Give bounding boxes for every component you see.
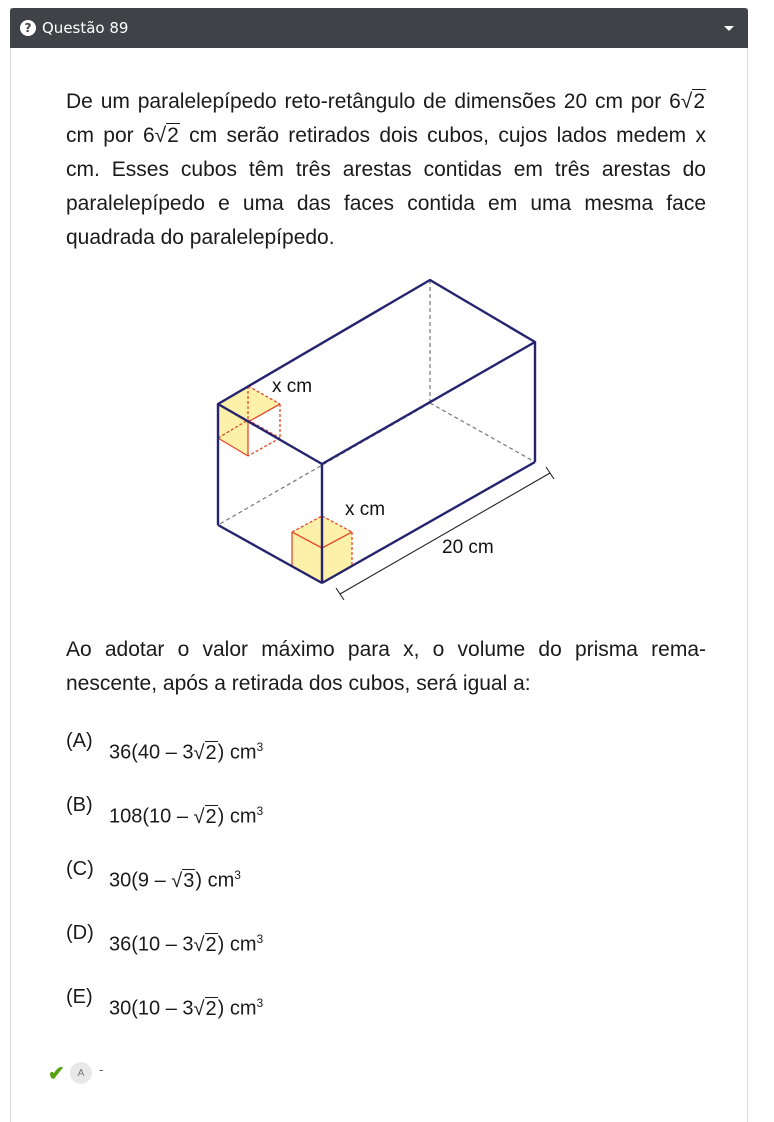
question-statement (66, 85, 706, 255)
option-letter: (D) (66, 922, 94, 944)
option-letter: (C) (66, 858, 94, 880)
option-letter: (E) (66, 986, 93, 1008)
option-expression: 30(10 – 3√2) $cm^3$ (109, 996, 264, 1020)
label-length: 20 cm (442, 537, 494, 558)
statement-part-a: De um paralelepípedo reto-retângulo de dimensões 20 cm por 6 (66, 90, 681, 113)
label-x-top: x cm (272, 376, 313, 397)
statement-part-b: cm por 6 (66, 124, 155, 147)
option-letter: (B) (66, 794, 93, 816)
sqrt-symbol: √2 (680, 90, 705, 113)
question-prompt: Ao adotar o valor máximo para x, o volume do prisma rema-nescente, após a retirada dos cubos, será igual a: (66, 638, 706, 695)
caret-down-icon[interactable] (724, 26, 734, 31)
option-expression: 36(40 – 3√2) $cm^3$ (109, 740, 264, 764)
sqrt-symbol: √2 (154, 124, 179, 147)
question-circle-icon: ? (20, 20, 36, 36)
prism-figure (180, 270, 580, 610)
check-icon: ✔ (48, 1063, 65, 1085)
option-letter: (A) (66, 730, 93, 752)
question-title: Questão 89 (42, 19, 129, 37)
answer-suffix: - (99, 1062, 104, 1077)
option-expression: 108(10 – √2) $cm^3$ (109, 804, 264, 828)
answer-badge: A (70, 1062, 92, 1084)
statement-part-c: cm serão retirados dois cubos, cujos lados medem x cm. Esses cubos têm três arestas contidas em três arestas do paralelepípedo e uma das faces contida em uma mesma face quadrada do paralelepípedo. (66, 124, 706, 249)
option-expression: 36(10 – 3√2) $cm^3$ (109, 932, 264, 956)
radicand: 2 (693, 90, 705, 113)
option-expression: 30(9 – √3) $cm^3$ (109, 868, 241, 892)
label-x-bottom: x cm (345, 499, 386, 520)
radicand: 2 (167, 124, 179, 147)
question-header[interactable] (10, 8, 748, 48)
